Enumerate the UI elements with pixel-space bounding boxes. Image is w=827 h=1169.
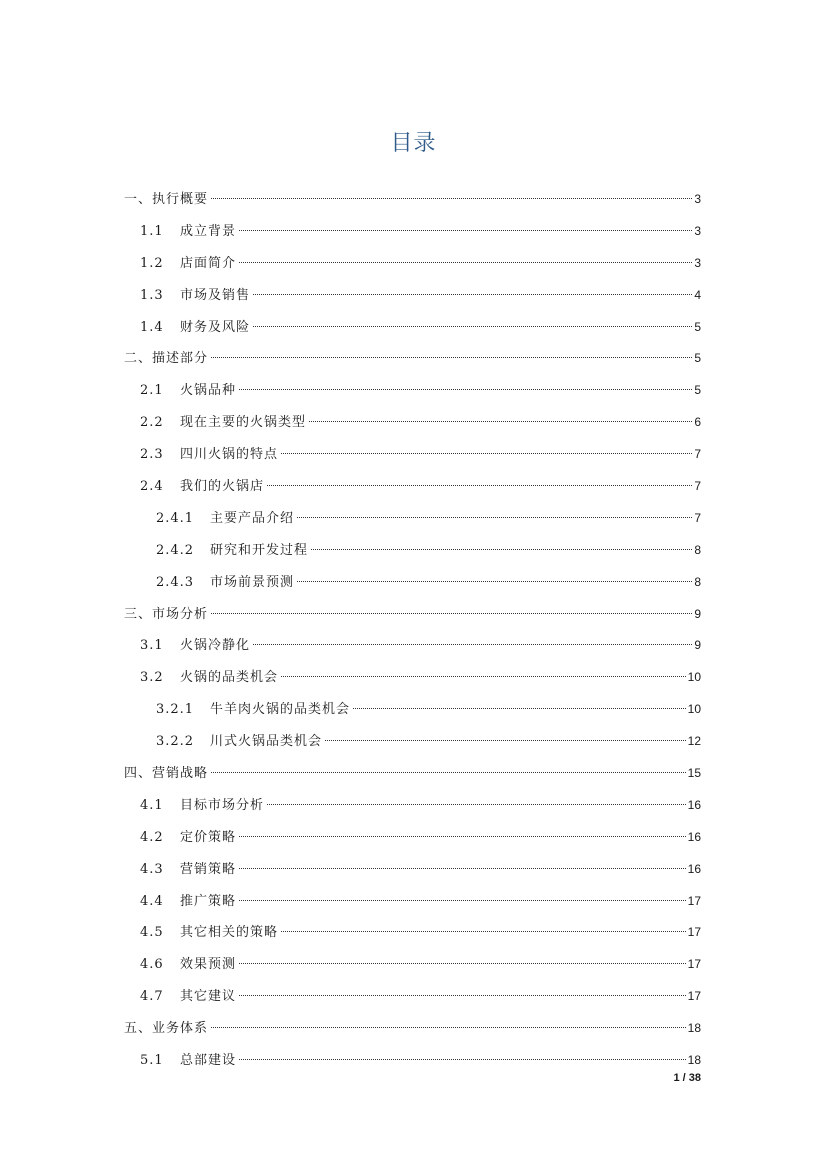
toc-entry[interactable] <box>124 248 701 280</box>
toc-entry-number: 3.2 <box>140 670 164 686</box>
toc-entry-page: 6 <box>694 415 701 430</box>
toc-dot-leader <box>353 708 686 709</box>
toc-entry-page: 17 <box>687 957 701 972</box>
toc-dot-leader <box>239 868 686 869</box>
toc-entry-page: 5 <box>694 383 701 398</box>
toc-entry-title: 效果预测 <box>180 957 237 973</box>
toc-entry-page: 16 <box>687 861 701 876</box>
toc-entry-number: 2.2 <box>140 415 164 431</box>
toc-entry-title: 成立背景 <box>180 223 237 239</box>
toc-entry-title: 市场前景预测 <box>210 574 295 590</box>
toc-entry-page: 7 <box>694 479 701 494</box>
toc-entry[interactable] <box>124 1013 701 1045</box>
toc-entry-number: 4.5 <box>140 925 164 941</box>
toc-dot-leader <box>211 772 686 773</box>
toc-dot-leader <box>297 517 692 518</box>
toc-entry[interactable] <box>124 758 701 790</box>
toc-entry[interactable] <box>124 694 701 726</box>
toc-entry-number: 4.4 <box>140 893 164 909</box>
toc-entry-title: 研究和开发过程 <box>210 542 309 558</box>
toc-entry[interactable] <box>124 184 701 216</box>
toc-dot-leader <box>239 1059 686 1060</box>
toc-entry-title: 市场及销售 <box>180 287 251 303</box>
toc-entry-number: 3.2.1 <box>156 702 195 718</box>
toc-entry-number: 1.3 <box>140 287 164 303</box>
toc-entry-title: 四川火锅的特点 <box>180 447 279 463</box>
toc-entry[interactable] <box>124 375 701 407</box>
toc-dot-leader <box>239 262 692 263</box>
toc-dot-leader <box>239 963 686 964</box>
toc-dot-leader <box>309 421 692 422</box>
toc-entry-title: 店面简介 <box>180 255 237 271</box>
toc-entry[interactable] <box>124 471 701 503</box>
toc-entry-title: 川式火锅品类机会 <box>210 734 323 750</box>
toc-entry-title: 火锅的品类机会 <box>180 670 279 686</box>
toc-entry-number: 4.7 <box>140 989 164 1005</box>
toc-entry-number: 2.4.1 <box>156 510 195 526</box>
toc-entry[interactable] <box>124 949 701 981</box>
toc-entry[interactable] <box>124 343 701 375</box>
toc-entry-title: 三、市场分析 <box>124 606 209 622</box>
toc-entry-title: 一、执行概要 <box>124 192 209 207</box>
toc-entry-page: 3 <box>694 255 701 270</box>
toc-entry-number: 2.4.3 <box>156 574 195 590</box>
toc-entry-title: 二、描述部分 <box>124 351 209 367</box>
toc-entry-title: 火锅品种 <box>180 383 237 399</box>
toc-entry[interactable] <box>124 503 701 535</box>
toc-entry[interactable] <box>124 567 701 599</box>
table-of-contents <box>124 184 701 1077</box>
toc-dot-leader <box>281 931 686 932</box>
toc-entry-page: 17 <box>687 989 701 1004</box>
toc-dot-leader <box>281 676 686 677</box>
toc-entry[interactable] <box>124 981 701 1013</box>
toc-dot-leader <box>239 389 692 390</box>
toc-entry-page: 8 <box>694 574 701 589</box>
toc-entry-number: 1.1 <box>140 223 164 239</box>
toc-entry-number: 2.3 <box>140 447 164 463</box>
toc-entry[interactable] <box>124 662 701 694</box>
toc-entry[interactable] <box>124 854 701 886</box>
toc-entry-title: 火锅冷静化 <box>180 638 251 654</box>
toc-entry-title: 财务及风险 <box>180 319 251 335</box>
toc-dot-leader <box>325 740 686 741</box>
toc-entry[interactable] <box>124 216 701 248</box>
toc-entry-title: 其它建议 <box>180 989 237 1005</box>
toc-dot-leader <box>253 294 692 295</box>
toc-dot-leader <box>239 836 686 837</box>
toc-dot-leader <box>211 1027 686 1028</box>
toc-entry-title: 目标市场分析 <box>180 797 265 813</box>
toc-entry[interactable] <box>124 790 701 822</box>
toc-entry-title: 五、业务体系 <box>124 1021 209 1037</box>
toc-entry-title: 牛羊肉火锅的品类机会 <box>210 702 351 718</box>
toc-entry-page: 4 <box>694 287 701 302</box>
toc-entry[interactable] <box>124 599 701 631</box>
toc-entry-title: 主要产品介绍 <box>210 510 295 526</box>
toc-entry-page: 9 <box>694 606 701 621</box>
toc-dot-leader <box>239 900 686 901</box>
toc-entry-number: 5.1 <box>140 1053 164 1069</box>
toc-entry-page: 9 <box>694 638 701 653</box>
toc-entry-title: 现在主要的火锅类型 <box>180 415 307 431</box>
toc-dot-leader <box>267 485 692 486</box>
toc-dot-leader <box>239 230 692 231</box>
toc-entry[interactable] <box>124 312 701 344</box>
toc-entry-page: 8 <box>694 542 701 557</box>
toc-entry-number: 4.6 <box>140 957 164 973</box>
toc-entry-number: 1.2 <box>140 255 164 271</box>
toc-entry-title: 其它相关的策略 <box>180 925 279 941</box>
toc-title: 目录 <box>390 131 437 156</box>
toc-entry[interactable] <box>124 726 701 758</box>
toc-dot-leader <box>253 326 692 327</box>
toc-entry-page: 17 <box>687 893 701 908</box>
toc-entry-page: 12 <box>687 734 701 749</box>
toc-entry-page: 7 <box>694 447 701 462</box>
page-number: 1 / 38 <box>673 1072 701 1084</box>
toc-entry-title: 总部建设 <box>180 1053 237 1069</box>
toc-entry-page: 10 <box>687 702 701 717</box>
toc-dot-leader <box>211 613 692 614</box>
toc-entry-number: 2.1 <box>140 383 164 399</box>
toc-entry-number: 3.1 <box>140 638 164 654</box>
toc-entry-title: 我们的火锅店 <box>180 479 265 495</box>
toc-entry-page: 18 <box>687 1021 701 1036</box>
toc-entry-page: 17 <box>687 925 701 940</box>
toc-entry-number: 1.4 <box>140 319 164 335</box>
toc-entry-number: 4.1 <box>140 797 164 813</box>
toc-entry-title: 四、营销战略 <box>124 766 209 782</box>
toc-entry[interactable] <box>124 439 701 471</box>
toc-entry-title: 营销策略 <box>180 861 237 877</box>
toc-dot-leader <box>253 644 692 645</box>
toc-entry-page: 18 <box>687 1053 701 1068</box>
toc-entry-number: 4.2 <box>140 829 164 845</box>
toc-entry[interactable] <box>124 535 701 567</box>
toc-dot-leader <box>297 581 692 582</box>
toc-dot-leader <box>281 453 692 454</box>
toc-entry-number: 2.4.2 <box>156 542 195 558</box>
toc-dot-leader <box>267 804 686 805</box>
toc-entry-title: 推广策略 <box>180 893 237 909</box>
toc-entry-page: 3 <box>694 223 701 238</box>
toc-dot-leader <box>211 357 692 358</box>
toc-entry-page: 7 <box>694 510 701 525</box>
toc-dot-leader <box>211 198 692 199</box>
toc-entry[interactable] <box>124 630 701 662</box>
toc-entry-page: 16 <box>687 829 701 844</box>
toc-entry[interactable] <box>124 280 701 312</box>
toc-entry-page: 5 <box>694 351 701 366</box>
toc-entry[interactable] <box>124 917 701 949</box>
toc-entry-page: 16 <box>687 797 701 812</box>
toc-entry[interactable] <box>124 822 701 854</box>
toc-entry-title: 定价策略 <box>180 829 237 845</box>
toc-dot-leader <box>311 549 692 550</box>
toc-entry-number: 4.3 <box>140 861 164 877</box>
toc-dot-leader <box>239 995 686 996</box>
toc-entry-page: 10 <box>687 670 701 685</box>
toc-entry-page: 15 <box>687 766 701 781</box>
toc-entry-page: 5 <box>694 319 701 334</box>
toc-entry-number: 2.4 <box>140 479 164 495</box>
toc-entry-page: 3 <box>694 192 701 206</box>
toc-entry-number: 3.2.2 <box>156 734 195 750</box>
toc-entry[interactable] <box>124 886 701 918</box>
toc-entry[interactable] <box>124 407 701 439</box>
